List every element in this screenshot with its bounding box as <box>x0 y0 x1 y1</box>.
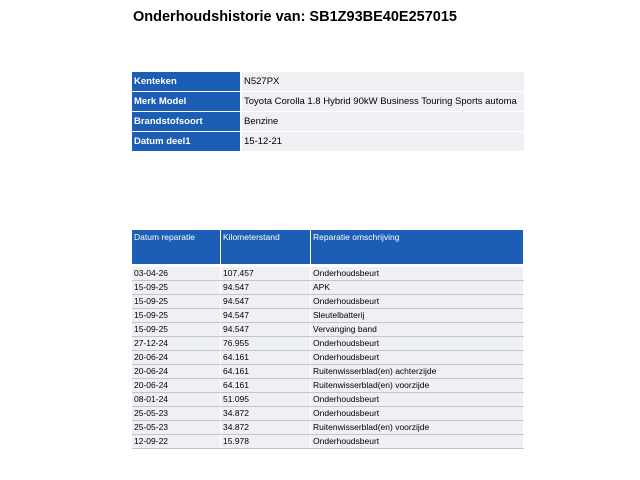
vehicle-value: 15-12-21 <box>241 132 524 152</box>
vehicle-row-datum-deel1 <box>132 132 524 152</box>
repair-date-cell: 20-06-24 <box>132 351 221 365</box>
vehicle-label: Brandstofsoort <box>132 112 241 132</box>
repair-date-cell: 15-09-25 <box>132 281 221 295</box>
table-row <box>132 267 524 281</box>
table-row <box>132 435 524 449</box>
table-row <box>132 337 524 351</box>
repair-km-cell: 94.547 <box>221 295 311 309</box>
vehicle-label: Merk Model <box>132 92 241 112</box>
repair-description-cell: Onderhoudsbeurt <box>311 393 524 407</box>
repair-description-cell: Onderhoudsbeurt <box>311 295 524 309</box>
repair-description-cell: Onderhoudsbeurt <box>311 351 524 365</box>
repair-km-cell: 34.872 <box>221 407 311 421</box>
repair-km-cell: 64.161 <box>221 351 311 365</box>
repair-date-cell: 08-01-24 <box>132 393 221 407</box>
repair-description-cell: Ruitenwisserblad(en) achterzijde <box>311 365 524 379</box>
repair-km-cell: 94.547 <box>221 323 311 337</box>
vehicle-info-table <box>132 72 524 152</box>
table-row <box>132 407 524 421</box>
repair-date-cell: 12-09-22 <box>132 435 221 449</box>
repair-date-cell: 15-09-25 <box>132 323 221 337</box>
vehicle-row-merk-model <box>132 92 524 112</box>
vehicle-row-kenteken <box>132 72 524 92</box>
table-row <box>132 365 524 379</box>
repair-km-cell: 34.872 <box>221 421 311 435</box>
repair-km-cell: 76.955 <box>221 337 311 351</box>
table-row <box>132 379 524 393</box>
repair-history-table <box>132 230 524 449</box>
repair-header-row <box>132 230 524 264</box>
repair-km-cell: 94.547 <box>221 281 311 295</box>
repair-date-cell: 27-12-24 <box>132 337 221 351</box>
repair-km-cell: 64.161 <box>221 365 311 379</box>
repair-date-cell: 20-06-24 <box>132 365 221 379</box>
column-header-omschrijving: Reparatie omschrijving <box>311 230 524 264</box>
repair-description-cell: Sleutelbatterij <box>311 309 524 323</box>
vehicle-label: Kenteken <box>132 72 241 92</box>
table-row <box>132 309 524 323</box>
repair-description-cell: Ruitenwisserblad(en) voorzijde <box>311 379 524 393</box>
repair-description-cell: Ruitenwisserblad(en) voorzijde <box>311 421 524 435</box>
table-row <box>132 351 524 365</box>
repair-description-cell: Vervanging band <box>311 323 524 337</box>
page-title: Onderhoudshistorie van: SB1Z93BE40E257015 <box>133 9 457 25</box>
repair-km-cell: 107.457 <box>221 267 311 281</box>
repair-description-cell: APK <box>311 281 524 295</box>
column-header-datum: Datum reparatie <box>132 230 221 264</box>
repair-description-cell: Onderhoudsbeurt <box>311 435 524 449</box>
vehicle-value: N527PX <box>241 72 524 92</box>
vehicle-value: Toyota Corolla 1.8 Hybrid 90kW Business Touring Sports automa <box>241 92 524 112</box>
repair-km-cell: 51.095 <box>221 393 311 407</box>
repair-km-cell: 64.161 <box>221 379 311 393</box>
table-row <box>132 393 524 407</box>
table-row <box>132 281 524 295</box>
repair-date-cell: 15-09-25 <box>132 309 221 323</box>
repair-rows <box>132 264 524 449</box>
repair-km-cell: 94.547 <box>221 309 311 323</box>
table-row <box>132 295 524 309</box>
repair-description-cell: Onderhoudsbeurt <box>311 407 524 421</box>
vehicle-row-brandstofsoort <box>132 112 524 132</box>
table-row <box>132 323 524 337</box>
repair-km-cell: 15.978 <box>221 435 311 449</box>
repair-date-cell: 15-09-25 <box>132 295 221 309</box>
column-header-kilometerstand: Kilometerstand <box>221 230 311 264</box>
repair-date-cell: 20-06-24 <box>132 379 221 393</box>
repair-date-cell: 03-04-26 <box>132 267 221 281</box>
vehicle-label: Datum deel1 <box>132 132 241 152</box>
repair-date-cell: 25-05-23 <box>132 407 221 421</box>
repair-description-cell: Onderhoudsbeurt <box>311 267 524 281</box>
table-row <box>132 421 524 435</box>
repair-date-cell: 25-05-23 <box>132 421 221 435</box>
repair-description-cell: Onderhoudsbeurt <box>311 337 524 351</box>
vehicle-value: Benzine <box>241 112 524 132</box>
